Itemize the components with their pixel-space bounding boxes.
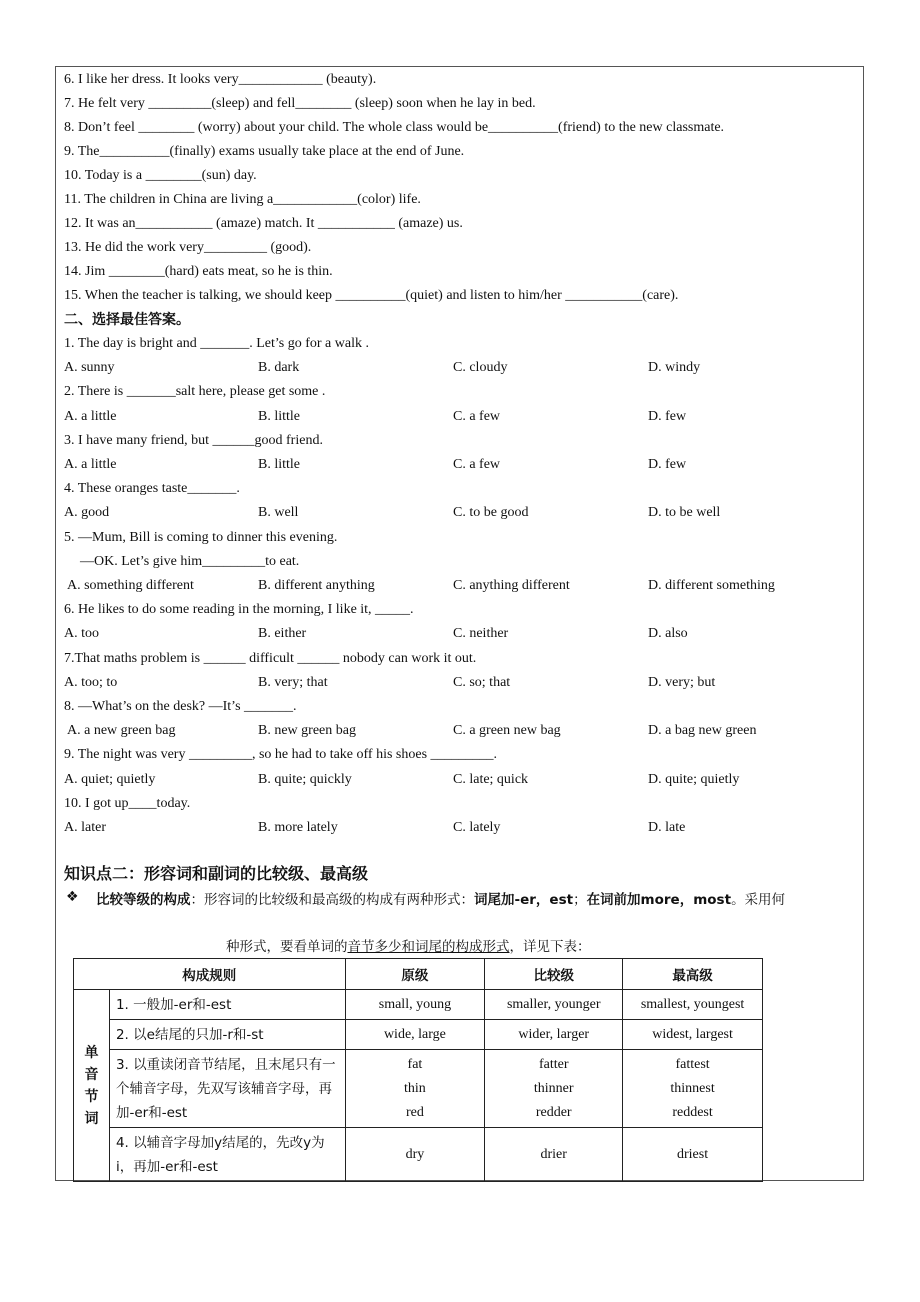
answer-option-a: A. quiet; quietly xyxy=(64,772,156,787)
exercise-line-14: 14. Jim ________(hard) eats meat, so he is thin. xyxy=(64,264,333,279)
group-label xyxy=(74,990,110,1182)
answer-option-d: D. very; but xyxy=(648,675,716,690)
line2-underlined: 音节多少和词尾的构成形式 xyxy=(347,939,510,955)
answer-option-a: A. too xyxy=(64,626,99,641)
answer-option-b: B. either xyxy=(258,626,307,641)
sup-cell xyxy=(623,1020,763,1050)
rule-cell: 4. 以辅音字母加y结尾的，先改y为i，再加-er和-est xyxy=(109,1128,345,1182)
question-stem: 3. I have many friend, but ______good friend. xyxy=(64,433,323,448)
answer-option-c: C. a few xyxy=(453,409,501,424)
intro-text-a: ：形容词的比较级和最高级的构成有两种形式： xyxy=(190,892,474,908)
table-row xyxy=(74,1050,763,1128)
exercise-line-13: 13. He did the work very_________ (good). xyxy=(64,240,312,255)
comp-word: wider, larger xyxy=(518,1026,590,1042)
answer-option-d: D. also xyxy=(648,626,688,641)
question-stem: 10. I got up____today. xyxy=(64,796,191,811)
exercise-line-7: 7. He felt very _________(sleep) and fell________ (sleep) soon when he lay in bed. xyxy=(64,96,536,111)
answer-option-d: D. a bag new green xyxy=(648,723,757,738)
group-label-char: 节 xyxy=(84,1088,99,1105)
question-stem: 5. —Mum, Bill is coming to dinner this evening. xyxy=(64,530,338,545)
base-word: wide, large xyxy=(383,1026,446,1042)
line2-text: 种形式，要看单词的 xyxy=(226,939,348,955)
intro-text-d: 在词前加more，most xyxy=(586,892,732,908)
comp-word: smaller, younger xyxy=(506,996,601,1012)
knowledge-heading: 知识点二：形容词和副词的比较级、最高级 xyxy=(64,864,369,883)
exercise-line-8: 8. Don’t feel ________ (worry) about your child. The whole class would be__________(friend) to the new classmate. xyxy=(64,120,725,135)
base-cell xyxy=(345,1050,485,1128)
comp-word: drier xyxy=(540,1146,567,1162)
exercise-line-11: 11. The children in China are living a____________(color) life. xyxy=(64,192,421,207)
header-superlative: 最高级 xyxy=(623,959,763,990)
header-comparative: 比较级 xyxy=(485,959,623,990)
sup-cell xyxy=(623,1050,763,1128)
answer-option-d: D. late xyxy=(648,820,686,835)
answer-option-a: A. a little xyxy=(64,409,117,424)
question-stem-continued: —OK. Let’s give him_________to eat. xyxy=(80,554,300,569)
table-row xyxy=(74,990,763,1020)
header-rule: 构成规则 xyxy=(74,959,346,990)
base-cell xyxy=(345,1020,485,1050)
base-word: thin xyxy=(404,1080,426,1096)
header-base: 原级 xyxy=(345,959,485,990)
exercise-line-9: 9. The__________(finally) exams usually take place at the end of June. xyxy=(64,144,465,159)
sup-cell xyxy=(623,1128,763,1182)
base-word: red xyxy=(405,1104,424,1120)
answer-option-c: C. a few xyxy=(453,457,501,472)
answer-option-c: C. a green new bag xyxy=(453,723,561,738)
answer-option-c: C. neither xyxy=(453,626,509,641)
rule-cell: 1. 一般加-er和-est xyxy=(109,990,345,1020)
answer-option-a: A. later xyxy=(64,820,106,835)
answer-option-b: B. very; that xyxy=(258,675,328,690)
answer-option-a: A. good xyxy=(64,505,110,520)
answer-option-a: A. too; to xyxy=(64,675,118,690)
exercise-line-10: 10. Today is a ________(sun) day. xyxy=(64,168,257,183)
answer-option-b: B. little xyxy=(258,409,300,424)
answer-option-b: B. little xyxy=(258,457,300,472)
knowledge-intro xyxy=(96,889,858,911)
sup-word: fattest xyxy=(675,1056,710,1072)
answer-option-a: A. something different xyxy=(67,578,194,593)
comp-word: redder xyxy=(535,1104,572,1120)
group-label-char: 单 xyxy=(84,1044,99,1061)
base-word: dry xyxy=(405,1146,425,1162)
answer-option-c: C. lately xyxy=(453,820,501,835)
answer-option-d: D. few xyxy=(648,457,687,472)
sup-word: thinnest xyxy=(670,1080,715,1096)
answer-option-c: C. so; that xyxy=(453,675,511,690)
bullet-icon: ❖ xyxy=(66,889,79,905)
comp-cell xyxy=(485,1020,623,1050)
comp-cell xyxy=(485,990,623,1020)
table-header-row xyxy=(74,959,763,990)
sup-cell xyxy=(623,990,763,1020)
answer-option-c: C. cloudy xyxy=(453,360,508,375)
answer-option-a: A. sunny xyxy=(64,360,115,375)
sup-word: driest xyxy=(677,1146,709,1162)
answer-option-b: B. more lately xyxy=(258,820,338,835)
question-stem: 8. —What’s on the desk? —It’s _______. xyxy=(64,699,297,714)
base-cell xyxy=(345,1128,485,1182)
comparison-rules-table xyxy=(73,958,763,1182)
answer-option-b: B. quite; quickly xyxy=(258,772,352,787)
group-label-char: 词 xyxy=(84,1110,99,1127)
question-stem: 1. The day is bright and _______. Let’s go for a walk . xyxy=(64,336,369,351)
comp-word: thinner xyxy=(533,1080,574,1096)
answer-option-b: B. new green bag xyxy=(258,723,356,738)
answer-option-a: A. a little xyxy=(64,457,117,472)
question-stem: 7.That maths problem is ______ difficult ______ nobody can work it out. xyxy=(64,651,477,666)
answer-option-c: C. anything different xyxy=(453,578,570,593)
answer-option-d: D. few xyxy=(648,409,687,424)
rule-cell: 2. 以e结尾的只加-r和-st xyxy=(109,1020,345,1050)
rule-cell: 3. 以重读闭音节结尾，且末尾只有一个辅音字母，先双写该辅音字母，再加-er和-est xyxy=(109,1050,345,1128)
exercise-line-15: 15. When the teacher is talking, we should keep __________(quiet) and listen to him/her ___________(care). xyxy=(64,288,679,303)
knowledge-line2 xyxy=(226,937,591,957)
answer-option-d: D. different something xyxy=(648,578,775,593)
group-label-char: 音 xyxy=(84,1066,99,1083)
sup-word: reddest xyxy=(672,1104,713,1120)
comp-cell xyxy=(485,1050,623,1128)
base-word: small, young xyxy=(378,996,452,1012)
answer-option-b: B. different anything xyxy=(258,578,375,593)
sup-word: smallest, youngest xyxy=(640,996,745,1012)
section-heading-choice: 二、选择最佳答案。 xyxy=(64,312,190,328)
answer-option-b: B. dark xyxy=(258,360,300,375)
answer-option-a: A. a new green bag xyxy=(67,723,176,738)
answer-option-d: D. windy xyxy=(648,360,701,375)
answer-option-c: C. late; quick xyxy=(453,772,529,787)
exercise-line-6: 6. I like her dress. It looks very____________ (beauty). xyxy=(64,72,377,87)
intro-label: 比较等级的构成 xyxy=(96,892,191,908)
table-row xyxy=(74,1128,763,1182)
intro-text-b: 词尾加-er，est xyxy=(474,892,574,908)
comp-cell xyxy=(485,1128,623,1182)
base-word: fat xyxy=(407,1056,423,1072)
question-stem: 4. These oranges taste_______. xyxy=(64,481,240,496)
table-row xyxy=(74,1020,763,1050)
exercise-line-12: 12. It was an___________ (amaze) match. It ___________ (amaze) us. xyxy=(64,216,463,231)
intro-text-c: ； xyxy=(573,892,587,908)
question-stem: 9. The night was very _________, so he had to take off his shoes _________. xyxy=(64,747,498,762)
answer-option-c: C. to be good xyxy=(453,505,529,520)
question-stem: 6. He likes to do some reading in the morning, I like it, _____. xyxy=(64,602,414,617)
sup-word: widest, largest xyxy=(652,1026,733,1042)
question-stem: 2. There is _______salt here, please get some . xyxy=(64,384,326,399)
base-cell xyxy=(345,990,485,1020)
answer-option-d: D. quite; quietly xyxy=(648,772,740,787)
answer-option-d: D. to be well xyxy=(648,505,721,520)
comp-word: fatter xyxy=(538,1056,569,1072)
intro-text-e: 。采用何 xyxy=(731,892,786,908)
answer-option-b: B. well xyxy=(258,505,299,520)
line2-end: ，详见下表： xyxy=(509,939,591,955)
